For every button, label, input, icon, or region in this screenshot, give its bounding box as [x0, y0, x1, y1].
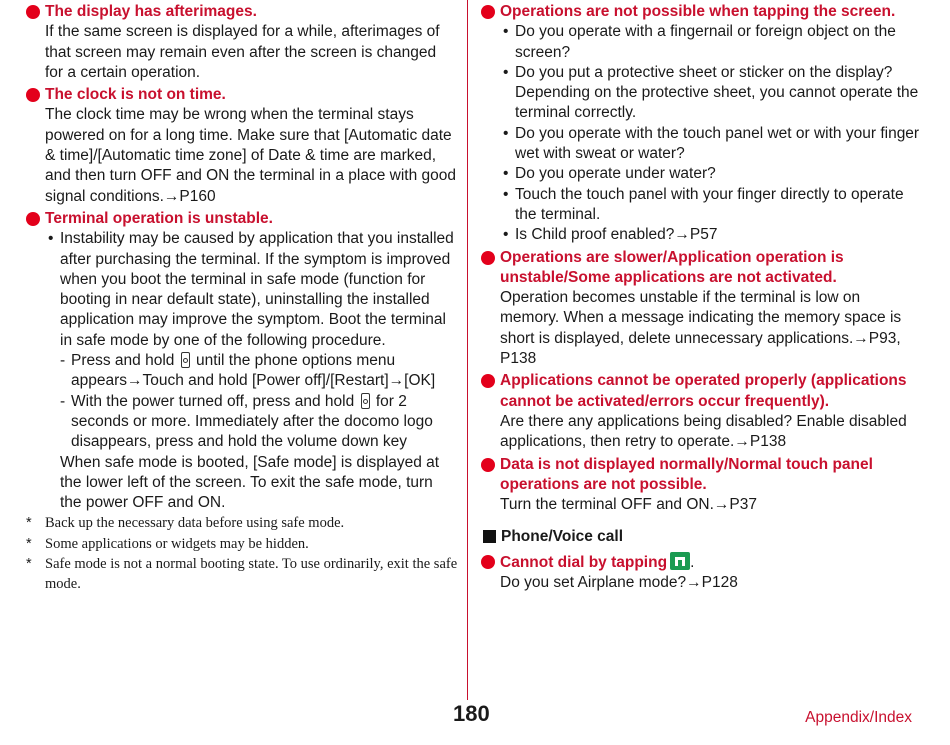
after-steps-text: When safe mode is booted, [Safe mode] is displayed at the lower left of the screen. To exit the safe mode, turn the power OFF and ON. — [60, 453, 440, 512]
red-bullet-icon — [26, 88, 40, 102]
phone-icon — [670, 552, 690, 570]
bullet-item: • Touch the touch panel with your finger directly to operate the terminal. — [503, 185, 904, 223]
bullet-text: Instability may be caused by application that you installed after purchasing the terminal. If the symptom is improved when you boot the terminal in safe mode (function for booting in near default state), uninstalling the installed application may improve the symptom. Boot the terminal in safe mode by one of the following procedure. — [60, 230, 454, 349]
red-bullet-icon — [481, 374, 495, 388]
section-heading-phone: Phone/Voice call — [481, 527, 921, 547]
bullet-item: • Instability may be caused by application that you installed after purchasing the terminal. If the symptom is improved when you boot the terminal in safe mode (function for booting in near default state), uninstalling the installed application may improve the symptom. Boot the terminal in safe mode by one of the following procedure. - Press and hold until the phone options menu appears→Touch and hold [Power off]/[Restart]→[OK] - With the power turned off, press and hold for 2 seconds or more. Immediately after the docomo logo disappears, press and hold the volume down key When safe mode is booted, [Safe mode] is displayed at the lower left of the screen. To exit the safe mode, turn the power OFF and ON. — [45, 229, 458, 513]
faq-item-clock — [26, 85, 458, 207]
faq-body[interactable]: Operation becomes unstable if the terminal is low on memory. When a message indicating the memory space is short is displayed, delete unnecessary applications.→P93, P138 — [500, 289, 902, 368]
square-marker-icon — [483, 530, 496, 543]
faq-body-text[interactable]: The clock time may be wrong when the terminal stays powered on for a long time. Make sure that [Automatic date & time]/[Automatic time zone] of Date & time are marked, and then turn OFF and ON the terminal in a place with good signal conditions.→P160 — [45, 106, 456, 205]
faq-title: The clock is not on time. — [45, 86, 226, 104]
procedure-step-2: - With the power turned off, press and hold for 2 seconds or more. Immediately after the docomo logo disappears, press and hold the volume down key — [60, 392, 433, 451]
left-column — [26, 2, 458, 595]
right-column — [481, 2, 921, 593]
faq-body: If the same screen is displayed for a while, afterimages of that screen may remain even after the screen is changed for a certain operation. — [45, 23, 440, 81]
faq-body[interactable]: Are there any applications being disabled? Enable disabled applications, then retry to operate.→P138 — [500, 412, 907, 451]
red-bullet-icon — [481, 5, 495, 19]
power-key-icon — [181, 352, 190, 368]
red-bullet-icon — [481, 555, 495, 569]
faq-title: The display has afterimages. — [45, 3, 257, 20]
power-key-icon — [361, 393, 370, 409]
bullet-item: • Do you operate with the touch panel wet or with your finger wet with sweat or water? — [503, 124, 920, 163]
faq-item-unstable — [26, 209, 458, 513]
faq-item-dial — [481, 552, 921, 594]
faq-item-afterimages — [26, 2, 458, 83]
faq-title: Operations are not possible when tapping the screen. — [500, 3, 896, 20]
bullet-item: • Do you operate under water? — [503, 165, 716, 183]
faq-body — [45, 105, 458, 206]
faq-title: Operations are slower/Application operation is unstable/Some applications are not activated. — [500, 248, 844, 286]
note-item: * Safe mode is not a normal booting state. To use ordinarily, exit the safe mode. — [26, 556, 458, 593]
faq-title: Data is not displayed normally/Normal touch panel operations are not possible. — [500, 455, 873, 493]
faq-body[interactable]: Turn the terminal OFF and ON.→P37 — [500, 496, 757, 514]
appendix-index-link[interactable]: Appendix/Index — [805, 709, 912, 726]
note-item: * Some applications or widgets may be hidden. — [26, 535, 309, 552]
faq-item-slow — [481, 248, 921, 370]
bullet-item: • Is Child proof enabled?→P57 — [503, 226, 718, 244]
bullet-item: • Do you put a protective sheet or sticker on the display? Depending on the protective sheet, you cannot operate the terminal correctly. — [503, 63, 919, 122]
faq-item-apps — [481, 371, 921, 452]
faq-item-display — [481, 455, 921, 516]
faq-item-touch — [481, 2, 921, 246]
bullet-item: • Do you operate with a fingernail or foreign object on the screen? — [503, 23, 896, 61]
column-divider — [467, 0, 468, 700]
faq-title: Applications cannot be operated properly (applications cannot be activated/errors occur frequently). — [500, 372, 907, 410]
red-bullet-icon — [481, 251, 495, 265]
red-bullet-icon — [481, 458, 495, 472]
faq-body[interactable]: Do you set Airplane mode?→P128 — [500, 574, 738, 592]
procedure-step-1: - Press and hold until the phone options menu appears→Touch and hold [Power off]/[Restart]→[OK] — [60, 352, 436, 390]
red-bullet-icon — [26, 212, 40, 226]
red-bullet-icon — [26, 5, 40, 19]
faq-title: Cannot dial by tapping . — [500, 553, 695, 571]
faq-title: Terminal operation is unstable. — [45, 209, 273, 227]
page-number: 180 — [453, 701, 490, 726]
note-item: * Back up the necessary data before using safe mode. — [26, 515, 345, 532]
